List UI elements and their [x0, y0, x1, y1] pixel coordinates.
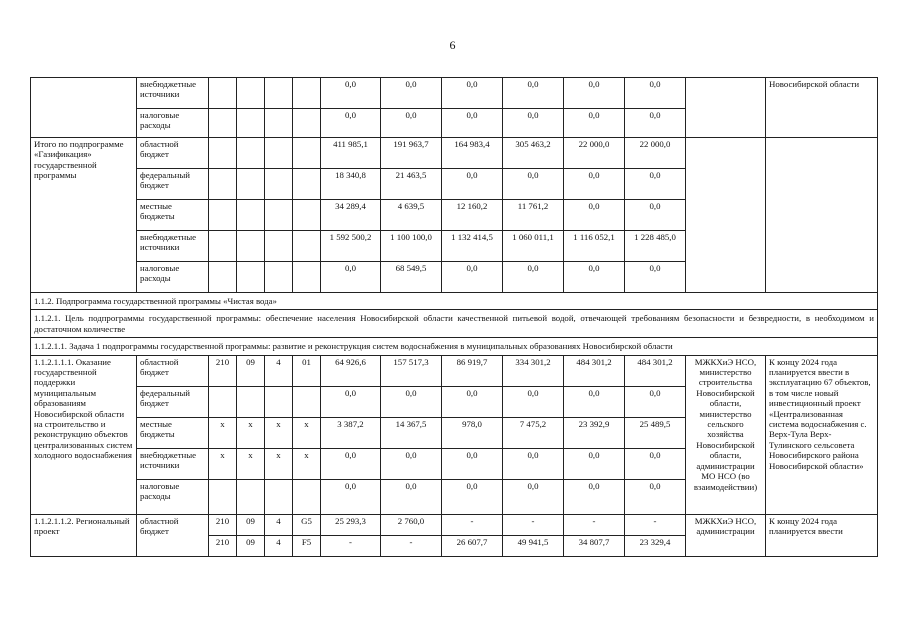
- code-cell: [293, 479, 321, 514]
- value-cell: 0,0: [625, 262, 686, 293]
- value-cell: 0,0: [503, 479, 564, 514]
- source-label: федеральный бюджет: [137, 386, 209, 417]
- name-cell: [31, 78, 137, 138]
- value-cell: 86 919,7: [442, 355, 503, 386]
- source-label: федеральный бюджет: [137, 169, 209, 200]
- source-label: областной бюджет: [137, 138, 209, 169]
- value-cell: 0,0: [381, 109, 442, 138]
- value-cell: 22 000,0: [625, 138, 686, 169]
- value-cell: -: [625, 514, 686, 535]
- value-cell: 1 228 485,0: [625, 231, 686, 262]
- table-row: [31, 78, 878, 109]
- source-label: внебюджетные источники: [137, 448, 209, 479]
- source-label: местные бюджеты: [137, 417, 209, 448]
- code-cell: [209, 479, 237, 514]
- value-cell: 0,0: [381, 78, 442, 109]
- value-cell: 0,0: [625, 479, 686, 514]
- value-cell: 12 160,2: [442, 200, 503, 231]
- value-cell: 164 983,4: [442, 138, 503, 169]
- value-cell: 0,0: [625, 78, 686, 109]
- code-cell: F5: [293, 535, 321, 556]
- subprogram-title: 1.1.2. Подпрограмма государственной программы «Чистая вода»: [31, 293, 878, 310]
- page-number: 6: [449, 38, 456, 52]
- value-cell: 22 000,0: [564, 138, 625, 169]
- value-cell: 3 387,2: [321, 417, 381, 448]
- value-cell: 34 807,7: [564, 535, 625, 556]
- value-cell: 0,0: [442, 262, 503, 293]
- value-cell: 0,0: [503, 169, 564, 200]
- executor-cell: [686, 138, 766, 293]
- value-cell: 1 060 011,1: [503, 231, 564, 262]
- value-cell: 1 116 052,1: [564, 231, 625, 262]
- value-cell: 157 517,3: [381, 355, 442, 386]
- table-row: [31, 514, 878, 535]
- code-cell: 210: [209, 355, 237, 386]
- code-cell: [237, 386, 265, 417]
- source-label: налоговые расходы: [137, 262, 209, 293]
- code-cell: 210: [209, 514, 237, 535]
- source-label: внебюджетные источники: [137, 78, 209, 109]
- value-cell: 0,0: [381, 386, 442, 417]
- value-cell: 49 941,5: [503, 535, 564, 556]
- value-cell: 2 760,0: [381, 514, 442, 535]
- section-row: [31, 310, 878, 338]
- source-label: местные бюджеты: [137, 200, 209, 231]
- source-label: внебюджетные источники: [137, 231, 209, 262]
- code-cell: [237, 479, 265, 514]
- value-cell: 0,0: [442, 78, 503, 109]
- value-cell: 0,0: [442, 169, 503, 200]
- code-cell: 09: [237, 535, 265, 556]
- code-cell: x: [209, 417, 237, 448]
- result-cell: Новосибирской области: [766, 78, 878, 138]
- value-cell: 0,0: [625, 109, 686, 138]
- value-cell: -: [321, 535, 381, 556]
- value-cell: -: [503, 514, 564, 535]
- value-cell: 978,0: [442, 417, 503, 448]
- value-cell: 0,0: [503, 109, 564, 138]
- code-cell: 4: [265, 355, 293, 386]
- code-cell: 4: [265, 535, 293, 556]
- value-cell: 7 475,2: [503, 417, 564, 448]
- value-cell: 25 293,3: [321, 514, 381, 535]
- value-cell: 0,0: [564, 386, 625, 417]
- value-cell: 305 463,2: [503, 138, 564, 169]
- value-cell: 0,0: [625, 386, 686, 417]
- code-cell: [209, 386, 237, 417]
- value-cell: 0,0: [503, 386, 564, 417]
- value-cell: 411 985,1: [321, 138, 381, 169]
- value-cell: -: [564, 514, 625, 535]
- source-label: областной бюджет: [137, 514, 209, 556]
- code-cell: x: [209, 448, 237, 479]
- code-cell: x: [265, 417, 293, 448]
- code-cell: 4: [265, 514, 293, 535]
- value-cell: 0,0: [503, 448, 564, 479]
- code-cell: 01: [293, 355, 321, 386]
- code-cell: [265, 479, 293, 514]
- table-row: [31, 138, 878, 169]
- name-cell: Итого по подпрограмме «Газификация» государственной программы: [31, 138, 137, 293]
- value-cell: 0,0: [625, 169, 686, 200]
- value-cell: 23 329,4: [625, 535, 686, 556]
- value-cell: 0,0: [503, 78, 564, 109]
- value-cell: 26 607,7: [442, 535, 503, 556]
- value-cell: 0,0: [564, 109, 625, 138]
- value-cell: 0,0: [321, 109, 381, 138]
- value-cell: 0,0: [381, 448, 442, 479]
- value-cell: 0,0: [381, 479, 442, 514]
- value-cell: 0,0: [564, 479, 625, 514]
- value-cell: 0,0: [321, 78, 381, 109]
- value-cell: 0,0: [625, 200, 686, 231]
- name-cell: 1.1.2.1.1.1. Оказание государственной поддержки муниципальным образованиям Новосибирской области на строительство и реконструкцию объектов централизованных систем холодного водоснабжения: [31, 355, 137, 514]
- value-cell: 0,0: [625, 448, 686, 479]
- value-cell: 484 301,2: [625, 355, 686, 386]
- value-cell: 68 549,5: [381, 262, 442, 293]
- value-cell: -: [442, 514, 503, 535]
- result-cell: К концу 2024 года планируется ввести в эксплуатацию 67 объектов, в том числе новый инвестиционный проект «Централизованная система водоснабжения с. Верх-Тула Верх-Тулинского сельсовета Новосибирского района Новосибирской области»: [766, 355, 878, 514]
- value-cell: 23 392,9: [564, 417, 625, 448]
- code-cell: G5: [293, 514, 321, 535]
- goal-title: 1.1.2.1. Цель подпрограммы государственной программы: обеспечение населения Новосибирской области качественной питьевой водой, отвечающей требованиям безопасности и безвредности, в необходимом и достаточном количестве: [31, 310, 878, 338]
- value-cell: 0,0: [564, 262, 625, 293]
- value-cell: 0,0: [442, 448, 503, 479]
- source-label: налоговые расходы: [137, 109, 209, 138]
- value-cell: 1 132 414,5: [442, 231, 503, 262]
- value-cell: 14 367,5: [381, 417, 442, 448]
- code-cell: x: [293, 448, 321, 479]
- value-cell: 21 463,5: [381, 169, 442, 200]
- task-title: 1.1.2.1.1. Задача 1 подпрограммы государственной программы: развитие и реконструкция систем водоснабжения в муниципальных образованиях Новосибирской области: [31, 338, 878, 355]
- source-label: налоговые расходы: [137, 479, 209, 514]
- code-cell: x: [265, 448, 293, 479]
- code-cell: [265, 386, 293, 417]
- value-cell: 0,0: [503, 262, 564, 293]
- value-cell: 484 301,2: [564, 355, 625, 386]
- code-cell: x: [237, 448, 265, 479]
- section-row: [31, 293, 878, 310]
- value-cell: 0,0: [442, 386, 503, 417]
- value-cell: -: [381, 535, 442, 556]
- value-cell: 18 340,8: [321, 169, 381, 200]
- value-cell: 0,0: [442, 479, 503, 514]
- program-table: [30, 77, 878, 557]
- source-label: областной бюджет: [137, 355, 209, 386]
- value-cell: 0,0: [564, 200, 625, 231]
- section-row: [31, 338, 878, 355]
- value-cell: 0,0: [321, 386, 381, 417]
- value-cell: 0,0: [321, 262, 381, 293]
- value-cell: 191 963,7: [381, 138, 442, 169]
- value-cell: 34 289,4: [321, 200, 381, 231]
- result-cell: К концу 2024 года планируется ввести: [766, 514, 878, 556]
- value-cell: 0,0: [321, 479, 381, 514]
- value-cell: 11 761,2: [503, 200, 564, 231]
- value-cell: 334 301,2: [503, 355, 564, 386]
- executor-cell: МЖКХиЭ НСО, министерство строительства Новосибирской области, министерство сельского хозяйства Новосибирской области, администрации МО НСО (во взаимодействии): [686, 355, 766, 514]
- executor-cell: [686, 78, 766, 138]
- value-cell: 25 489,5: [625, 417, 686, 448]
- value-cell: 0,0: [321, 448, 381, 479]
- code-cell: x: [293, 417, 321, 448]
- code-cell: 09: [237, 514, 265, 535]
- value-cell: 1 100 100,0: [381, 231, 442, 262]
- code-cell: 09: [237, 355, 265, 386]
- value-cell: 4 639,5: [381, 200, 442, 231]
- table-row: [31, 355, 878, 386]
- executor-cell: МЖКХиЭ НСО, администрации: [686, 514, 766, 556]
- value-cell: 0,0: [564, 78, 625, 109]
- value-cell: 0,0: [442, 109, 503, 138]
- value-cell: 64 926,6: [321, 355, 381, 386]
- value-cell: 1 592 500,2: [321, 231, 381, 262]
- value-cell: 0,0: [564, 169, 625, 200]
- name-cell: 1.1.2.1.1.2. Региональный проект: [31, 514, 137, 556]
- code-cell: x: [237, 417, 265, 448]
- code-cell: [293, 386, 321, 417]
- code-cell: 210: [209, 535, 237, 556]
- value-cell: 0,0: [564, 448, 625, 479]
- result-cell: [766, 138, 878, 293]
